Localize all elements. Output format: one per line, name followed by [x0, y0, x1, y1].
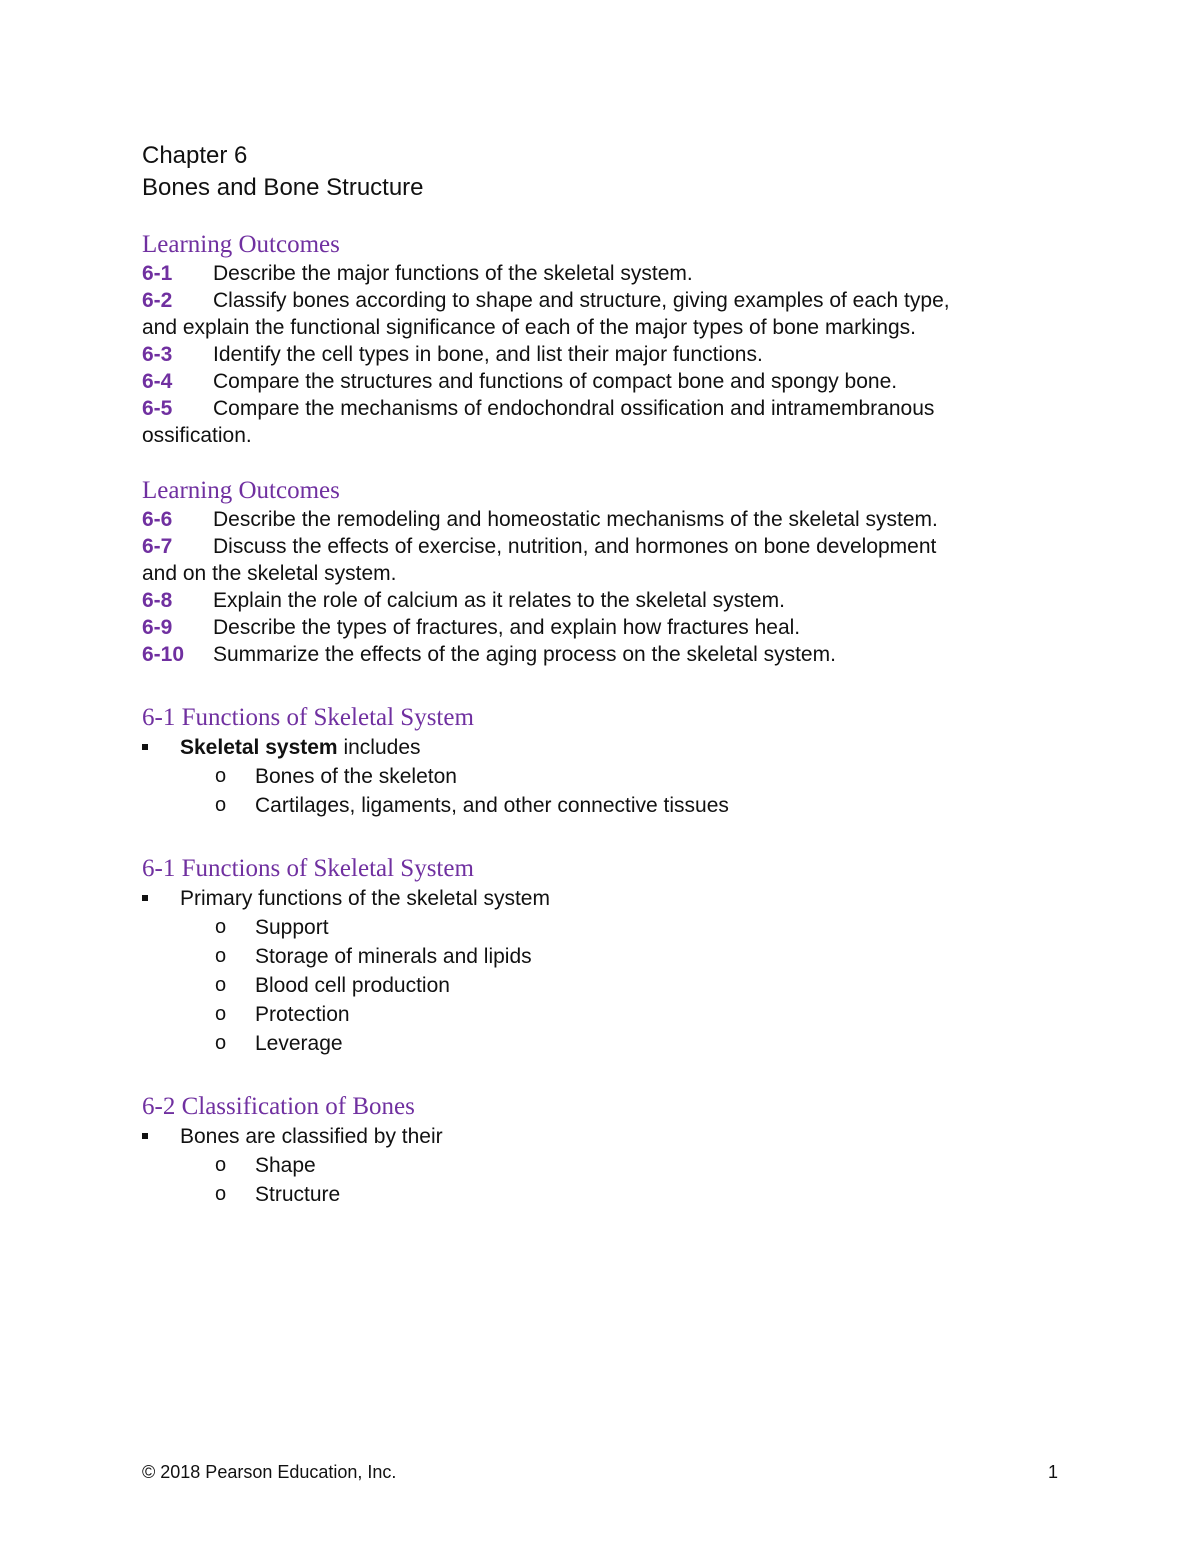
outcome-list — [142, 260, 1042, 449]
outcome-item — [142, 368, 1042, 395]
outcome-text: Compare the mechanisms of endochondral ossification and intramembranous — [213, 397, 935, 420]
circle-bullet-icon: o — [215, 794, 227, 816]
section-heading: Learning Outcomes — [142, 231, 340, 258]
list-item-text: Blood cell production — [255, 974, 450, 997]
outcome-number: 6-9 — [142, 616, 173, 639]
circle-bullet-icon: o — [215, 945, 227, 967]
outcome-number: 6-2 — [142, 289, 173, 312]
section-classification — [142, 1092, 1042, 1209]
learning-outcomes-2 — [142, 476, 1042, 668]
section-heading: 6-1 Functions of Skeletal System — [142, 855, 474, 882]
circle-bullet-icon: o — [215, 1032, 227, 1054]
list-item — [142, 1029, 1042, 1058]
outcome-number: 6-5 — [142, 397, 173, 420]
page-number: 1 — [1047, 1462, 1058, 1482]
chapter-title: Chapter 6 — [142, 142, 248, 169]
outcome-number: 6-3 — [142, 343, 173, 366]
outcome-item — [142, 395, 1042, 422]
bullet-text: Primary functions of the skeletal system — [180, 887, 550, 910]
bullet-list — [142, 884, 1042, 913]
bullet-list — [142, 1122, 1042, 1151]
list-item — [142, 791, 1042, 820]
copyright-text: © 2018 Pearson Education, Inc. — [142, 1462, 397, 1482]
bullet-list — [142, 733, 1042, 762]
bullet-item — [142, 1122, 1042, 1151]
list-item-text: Support — [255, 916, 329, 939]
outcome-item — [142, 260, 1042, 287]
circle-bullet-icon: o — [215, 916, 227, 938]
outcome-text: Describe the major functions of the skeletal system. — [213, 262, 693, 285]
outcome-text: Compare the structures and functions of compact bone and spongy bone. — [213, 370, 898, 393]
section-heading: 6-1 Functions of Skeletal System — [142, 704, 474, 731]
outcome-number: 6-7 — [142, 535, 173, 558]
bullet-item — [142, 733, 1042, 762]
bullet-text: Bones are classified by their — [180, 1125, 443, 1148]
square-bullet-icon — [142, 895, 148, 901]
list-item — [142, 1000, 1042, 1029]
circle-bullet-icon: o — [215, 765, 227, 787]
outcome-item — [142, 614, 1042, 641]
circle-bullet-icon: o — [215, 1003, 227, 1025]
list-item-text: Cartilages, ligaments, and other connective tissues — [255, 794, 729, 817]
list-item-text: Structure — [255, 1183, 341, 1206]
sub-list — [142, 1151, 1042, 1209]
outcome-text: Explain the role of calcium as it relates to the skeletal system. — [213, 589, 785, 612]
outcome-item — [142, 341, 1042, 368]
list-item — [142, 1151, 1042, 1180]
outcome-number: 6-4 — [142, 370, 173, 393]
outcome-text: Describe the remodeling and homeostatic mechanisms of the skeletal system. — [213, 508, 938, 531]
outcome-continuation: ossification. — [142, 424, 252, 447]
list-item-text: Storage of minerals and lipids — [255, 945, 532, 968]
list-item — [142, 942, 1042, 971]
section-heading: 6-2 Classification of Bones — [142, 1093, 415, 1120]
section-functions-1 — [142, 703, 1042, 820]
outcome-item — [142, 587, 1042, 614]
outcome-number: 6-1 — [142, 262, 173, 285]
learning-outcomes-1 — [142, 230, 1042, 449]
outcome-continuation: and on the skeletal system. — [142, 562, 397, 585]
list-item-text: Shape — [255, 1154, 316, 1177]
circle-bullet-icon: o — [215, 1154, 227, 1176]
circle-bullet-icon: o — [215, 974, 227, 996]
section-functions-2 — [142, 854, 1042, 1058]
bullet-item — [142, 884, 1042, 913]
outcome-number: 6-8 — [142, 589, 173, 612]
section-heading: Learning Outcomes — [142, 477, 340, 504]
list-item-text: Bones of the skeleton — [255, 765, 457, 788]
list-item-text: Leverage — [255, 1032, 343, 1055]
outcome-continuation: and explain the functional significance of each of the major types of bone markings. — [142, 316, 916, 339]
outcome-item — [142, 641, 1042, 668]
outcome-text: Identify the cell types in bone, and list their major functions. — [213, 343, 763, 366]
chapter-subtitle: Bones and Bone Structure — [142, 174, 424, 201]
outcome-item — [142, 287, 1042, 314]
sub-list — [142, 762, 1042, 820]
list-item — [142, 762, 1042, 791]
outcome-text: Summarize the effects of the aging process on the skeletal system. — [213, 643, 836, 666]
outcome-item — [142, 533, 1042, 560]
outcome-text: Discuss the effects of exercise, nutrition, and hormones on bone development — [213, 535, 937, 558]
sub-list — [142, 913, 1042, 1058]
list-item-text: Protection — [255, 1003, 350, 1026]
circle-bullet-icon: o — [215, 1183, 227, 1205]
page-content — [142, 140, 1042, 1209]
list-item — [142, 913, 1042, 942]
bullet-text: includes — [337, 736, 421, 759]
bullet-bold-text: Skeletal system — [180, 736, 338, 759]
outcome-text: Classify bones according to shape and structure, giving examples of each type, — [213, 289, 950, 312]
outcome-text: Describe the types of fractures, and explain how fractures heal. — [213, 616, 801, 639]
square-bullet-icon — [142, 1133, 148, 1139]
list-item — [142, 1180, 1042, 1209]
outcome-list — [142, 506, 1042, 668]
square-bullet-icon — [142, 744, 148, 750]
outcome-number: 6-10 — [142, 643, 185, 666]
list-item — [142, 971, 1042, 1000]
outcome-item — [142, 506, 1042, 533]
outcome-number: 6-6 — [142, 508, 173, 531]
